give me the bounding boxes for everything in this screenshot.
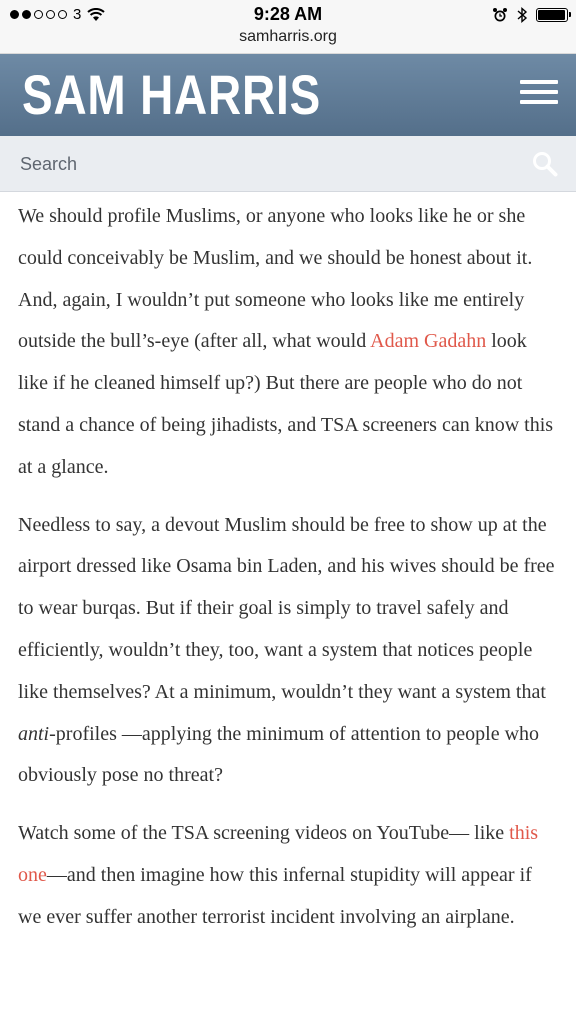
battery-icon [536,8,568,22]
status-right [492,6,568,24]
status-bar [0,0,576,54]
site-header [0,54,576,136]
site-logo[interactable]: SAM HARRIS [22,63,322,126]
bluetooth-icon [516,6,528,24]
paragraph-2: Needless to say, a devout Muslim should be free to show up at the airport dressed like Osama bin Laden, and his wives should be free to wear burqas. But if their goal is simply to travel safely and efficiently, wouldn’t they, too, want a system that notices people like themselves? At a minimum, wouldn’t they want a system that anti-profiles —applying the minimum of attention to people who obviously pose no threat? [18,513,555,787]
address-bar-url[interactable]: samharris.org [239,28,337,45]
search-input[interactable] [10,144,510,184]
article-body [0,196,576,939]
hamburger-menu-icon[interactable] [520,80,558,110]
link-this-one[interactable]: this one [18,822,539,886]
carrier-label: 3 [73,6,82,23]
status-time: 9:28 AM [253,4,323,24]
paragraph-3: Watch some of the TSA screening videos on YouTube— like this one—and then imagine how this infernal stupidity will appear if we ever suffer another terrorist incident involving an airplane. [18,822,539,928]
search-bar [0,136,576,192]
emphasis-anti: anti [18,722,50,745]
search-icon[interactable] [532,151,558,177]
paragraph-1: We should profile Muslims, or anyone who looks like he or she could conceivably be Muslim, and we should be honest about it. And, again, I wouldn’t put someone who looks like me entirely outside the bull’s-eye (after all, what would Adam Gadahn look like if he cleaned himself up?) But there are people who do not stand a chance of being jihadists, and TSA screeners can know this at a glance. [18,205,554,478]
alarm-clock-icon [492,7,508,23]
link-adam-gadahn[interactable]: Adam Gadahn [370,330,487,353]
